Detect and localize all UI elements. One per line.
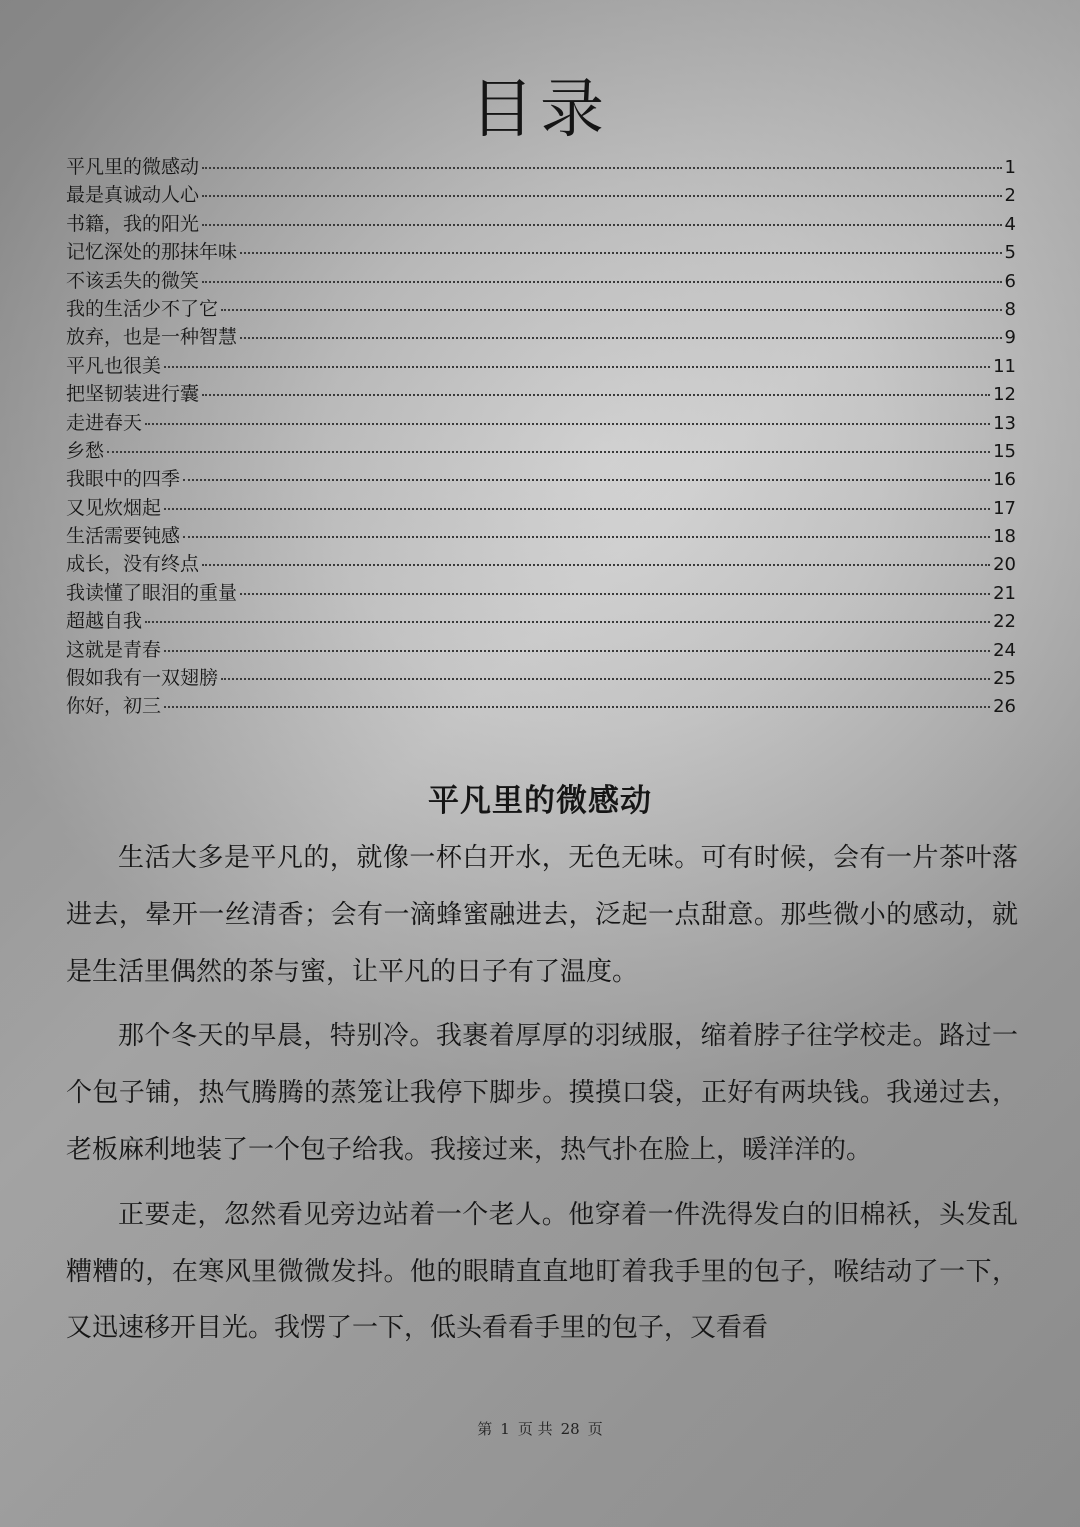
toc-leader-dots: [202, 545, 990, 566]
toc-entry-page: 6: [1004, 270, 1016, 292]
toc-leader-dots: [202, 375, 990, 396]
toc-entry-title: 生活需要钝感: [66, 525, 181, 548]
toc-entry-page: 15: [993, 440, 1016, 462]
toc-leader-dots: [202, 176, 1002, 197]
toc-entry-title: 假如我有一双翅膀: [66, 667, 219, 690]
page-footer: [0, 1418, 1080, 1439]
toc-entry-title: 最是真诚动人心: [66, 184, 200, 207]
toc-leader-dots: [221, 659, 990, 680]
toc-entry-title: 平凡也很美: [66, 354, 162, 377]
toc-entry-title: 成长，没有终点: [66, 553, 200, 576]
toc-leader-dots: [164, 687, 990, 708]
toc-entry-title: 放弃，也是一种智慧: [66, 326, 238, 349]
toc-entry-page: 11: [993, 355, 1016, 377]
toc-leader-dots: [145, 602, 990, 623]
toc-leader-dots: [164, 347, 990, 368]
toc-leader-dots: [107, 432, 990, 453]
toc-entry-title: 记忆深处的那抹年味: [66, 241, 238, 264]
toc-leader-dots: [240, 574, 990, 595]
toc-entry-title: 走进春天: [66, 411, 143, 434]
footer-middle: 页 共: [517, 1420, 553, 1438]
toc-leader-dots: [221, 290, 1002, 311]
toc-leader-dots: [164, 489, 990, 510]
toc-entry-page: 22: [993, 611, 1016, 633]
toc-leader-dots: [240, 233, 1002, 254]
footer-current-page: 1: [500, 1420, 510, 1438]
toc-entry-title: 又见炊烟起: [66, 496, 162, 519]
toc-entry-title: 我眼中的四季: [66, 468, 181, 491]
toc-entry-page: 9: [1004, 327, 1016, 349]
toc-leader-dots: [145, 404, 990, 425]
toc-entry[interactable]: [66, 691, 1016, 719]
toc-entry-title: 超越自我: [66, 610, 143, 633]
toc-entry-title: 不该丢失的微笑: [66, 269, 200, 292]
toc-leader-dots: [164, 631, 990, 652]
toc-leader-dots: [202, 262, 1002, 283]
toc-leader-dots: [183, 460, 990, 481]
toc-entry-title: 我的生活少不了它: [66, 297, 219, 320]
toc-entry-title: 书籍，我的阳光: [66, 212, 200, 235]
toc-entry-page: 24: [993, 639, 1016, 661]
footer-total-pages: 28: [560, 1420, 580, 1438]
toc-entry-page: 20: [993, 554, 1016, 576]
essay-body: [66, 830, 1018, 1357]
toc-title: 目录: [470, 73, 610, 147]
footer-prefix: 第: [477, 1420, 493, 1438]
essay-title: 平凡里的微感动: [428, 783, 652, 819]
toc-entry-title: 我读懂了眼泪的重量: [66, 581, 238, 604]
toc-leader-dots: [202, 148, 1002, 169]
toc-entry-page: 4: [1004, 213, 1016, 235]
footer-suffix: 页: [587, 1420, 603, 1438]
toc-entry-page: 21: [993, 582, 1016, 604]
toc-entry-title: 把坚韧装进行囊: [66, 383, 200, 406]
toc-entry-page: 2: [1004, 185, 1016, 207]
toc-entry-page: 26: [993, 696, 1016, 718]
toc-entry-title: 这就是青春: [66, 638, 162, 661]
toc-entry-title: 平凡里的微感动: [66, 156, 200, 178]
toc-entry-title: 乡愁: [66, 439, 105, 462]
essay-paragraph: 那个冬天的早晨，特别冷。我裹着厚厚的羽绒服，缩着脖子往学校走。路过一个包子铺，热气腾腾的蒸笼让我停下脚步。摸摸口袋，正好有两块钱。我递过去，老板麻利地装了一个包子给我。我接过来，热气扑在脸上，暖洋洋的。: [66, 1021, 1018, 1165]
toc-entry-page: 25: [993, 668, 1016, 690]
essay-paragraph: 生活大多是平凡的，就像一杯白开水，无色无味。可有时候，会有一片茶叶落进去，晕开一丝清香；会有一滴蜂蜜融进去，泛起一点甜意。那些微小的感动，就是生活里偶然的茶与蜜，让平凡的日子有了温度。: [66, 843, 1018, 987]
toc-entry-page: 13: [993, 412, 1016, 434]
toc-leader-dots: [202, 205, 1002, 226]
essay-paragraph: 正要走，忽然看见旁边站着一个老人。他穿着一件洗得发白的旧棉袄，头发乱糟糟的，在寒风里微微发抖。他的眼睛直直地盯着我手里的包子，喉结动了一下，又迅速移开目光。我愣了一下，低头看看手里的包子，又看看: [66, 1199, 1018, 1344]
toc-entry-page: 8: [1004, 298, 1016, 320]
toc-entry-page: 1: [1004, 157, 1016, 178]
toc-leader-dots: [183, 517, 990, 538]
toc-entry-title: 你好，初三: [66, 695, 162, 718]
toc-entry-page: 16: [993, 469, 1016, 491]
table-of-contents: [66, 152, 1016, 720]
toc-entry-page: 5: [1004, 242, 1016, 264]
toc-entry-page: 17: [993, 497, 1016, 519]
toc-leader-dots: [240, 318, 1002, 339]
toc-entry-page: 18: [993, 526, 1016, 548]
toc-entry-page: 12: [993, 384, 1016, 406]
